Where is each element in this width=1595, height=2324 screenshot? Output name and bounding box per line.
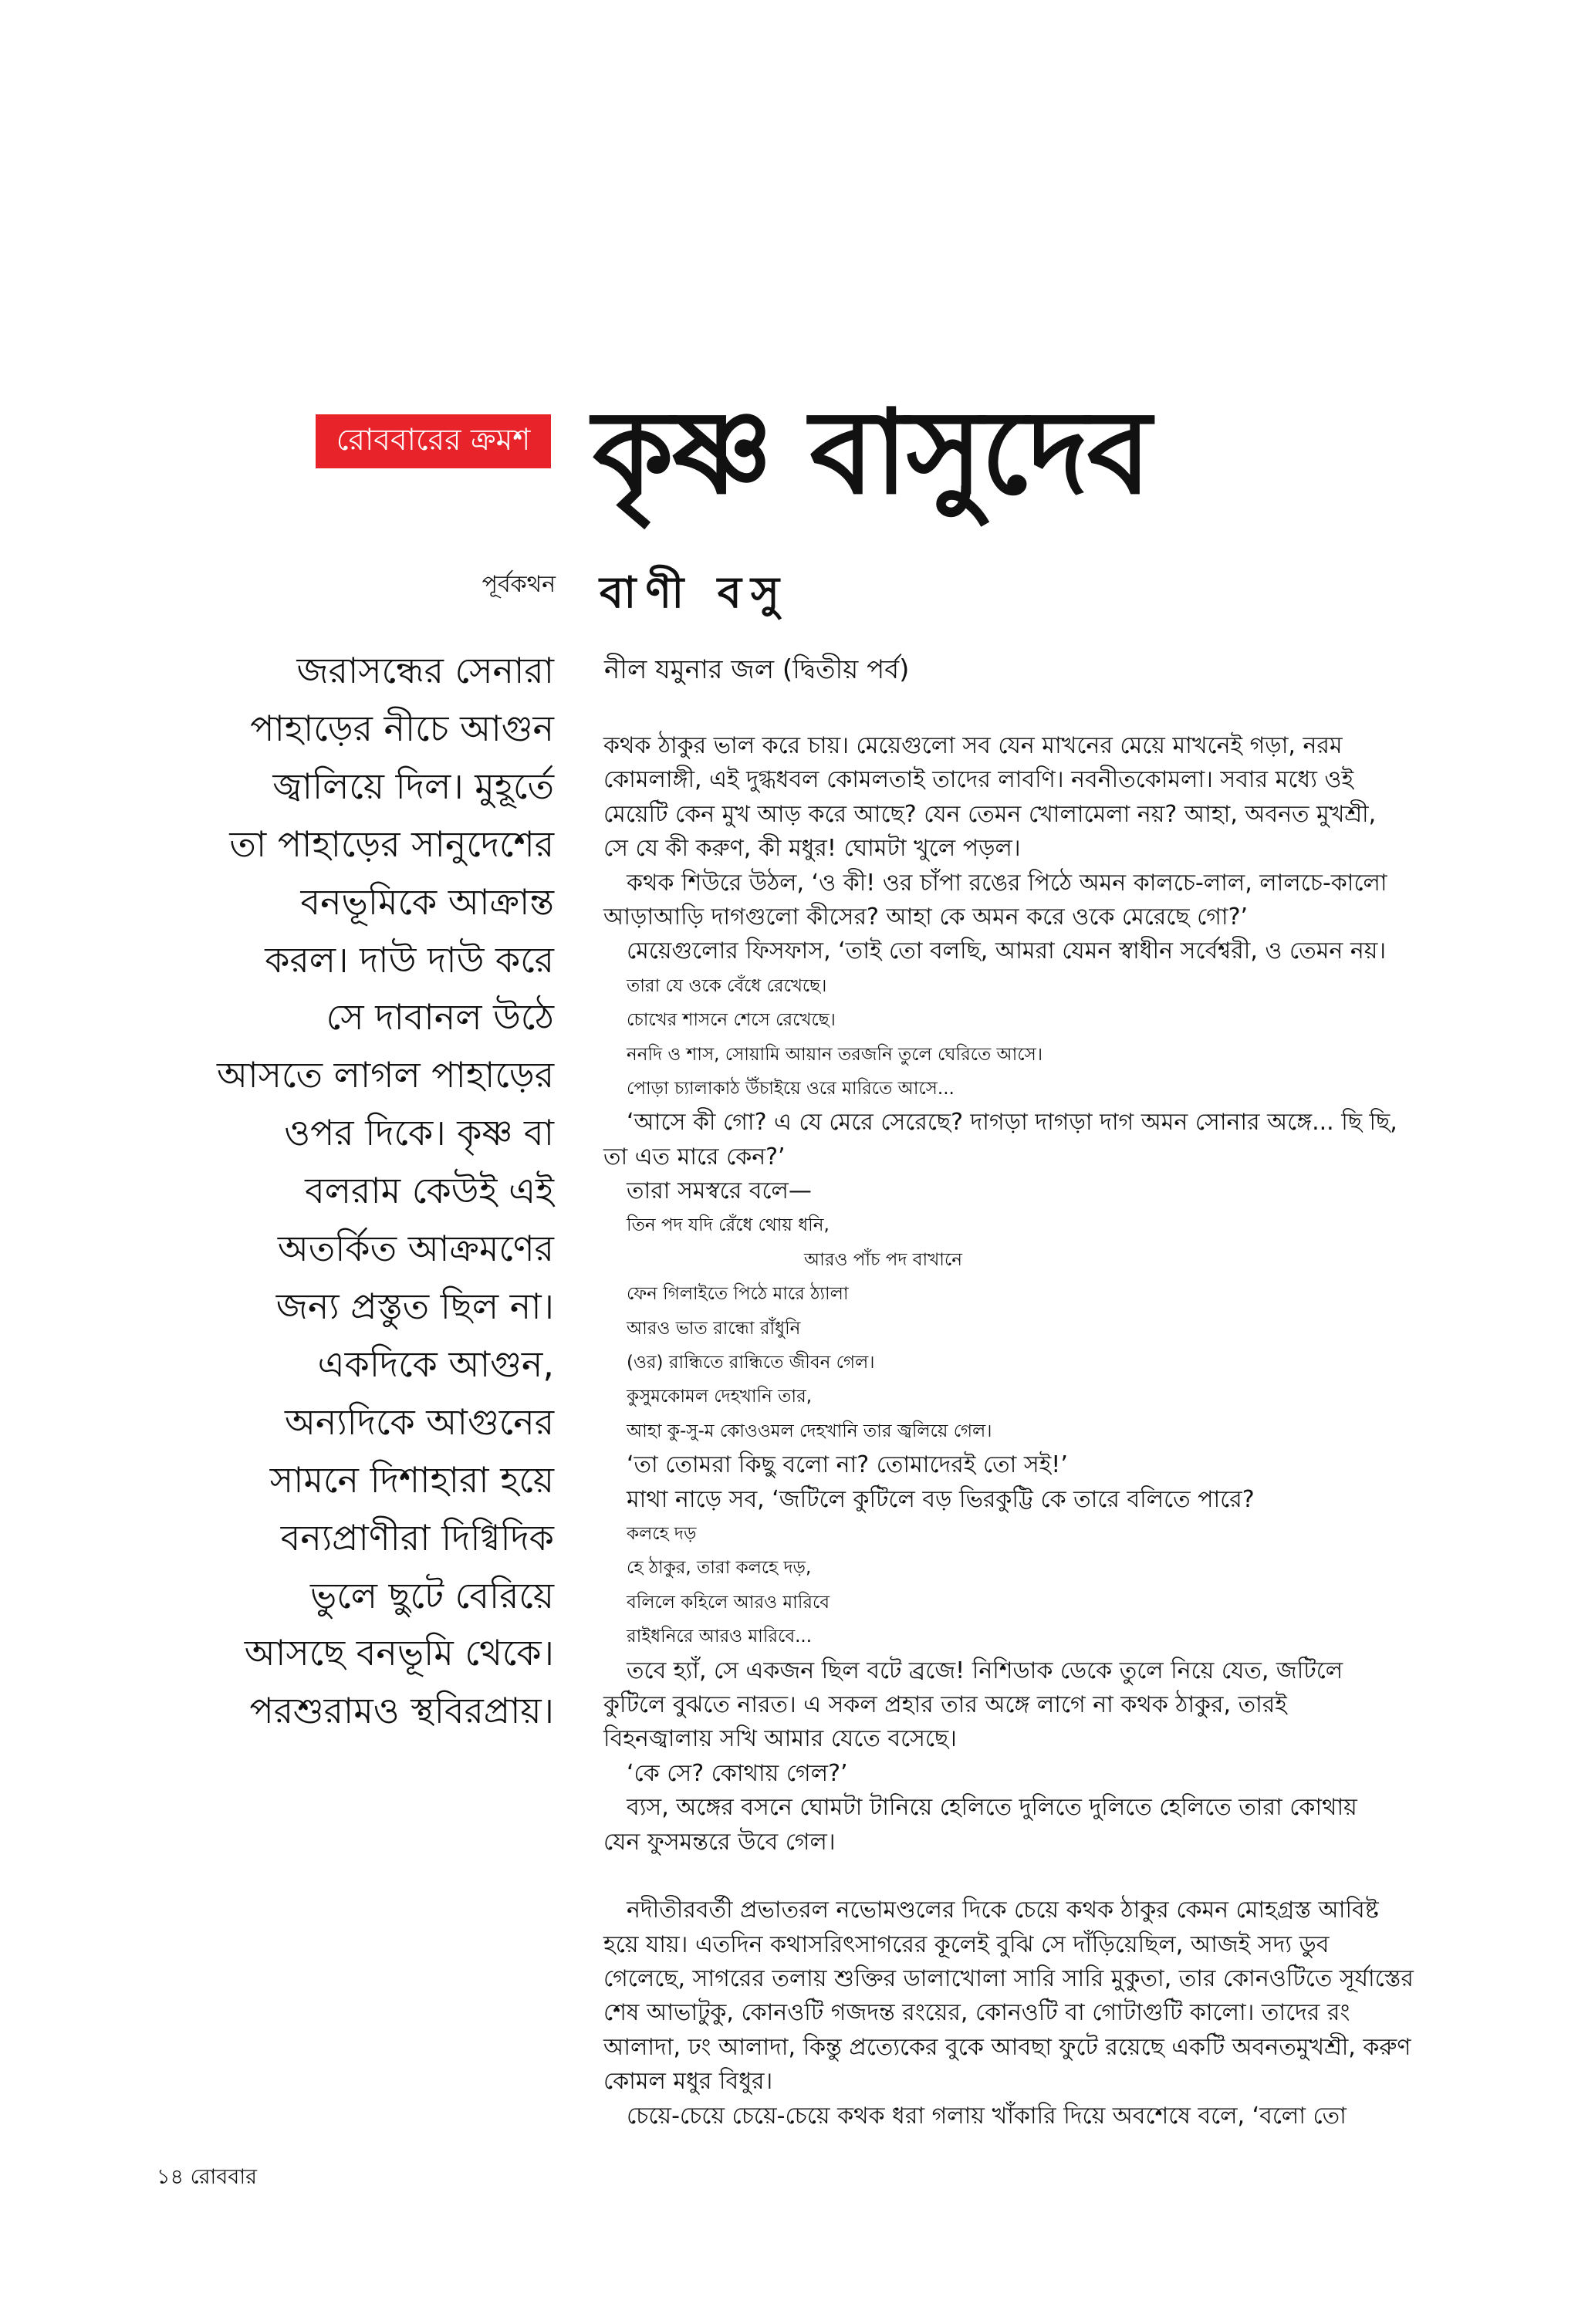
article-line: আড়াআড়ি দাগগুলো কীসের? আহা কে অমন করে ওকে মেরেছে গো?’ <box>603 903 1249 931</box>
recap-line: সে দাবানল উঠে <box>326 996 554 1039</box>
verse-line: বলিলে কহিলে আরও মারিবে <box>627 1592 830 1613</box>
author-byline: বাণী বসু <box>600 568 789 618</box>
article-line: চেয়ে-চেয়ে চেয়ে-চেয়ে কথক ধরা গলায় খাঁকারি দিয়ে অবশেষে বলে, ‘বলো তো <box>627 2102 1347 2130</box>
recap-line: পাহাড়ের নীচে আগুন <box>250 707 554 749</box>
article-line: ‘আসে কী গো? এ যে মেরে সেরেছে? দাগড়া দাগড়া দাগ অমন সোনার অঙ্গে... ছি ছি, <box>627 1109 1397 1137</box>
article-title: কৃষ্ণ বাসুদেব <box>593 386 1151 520</box>
verse-line: আরও পাঁচ পদ বাখানে <box>804 1249 962 1270</box>
article-line: ব্যস, অঙ্গের বসনে ঘোমটা টানিয়ে হেলিতে দুলিতে দুলিতে হেলিতে তারা কোথায় <box>627 1794 1357 1822</box>
article-line: নদীতীরবর্তী প্রভাতরল নভোমণ্ডলের দিকে চেয়ে কথক ঠাকুর কেমন মোহগ্রস্ত আবিষ্ট <box>627 1897 1379 1924</box>
verse-line: ননদি ও শাস, সোয়ামি আয়ান তরজনি তুলে ঘেরিতে আসে। <box>627 1044 1043 1065</box>
verse-line: আহা কু-সু-ম কোওওমল দেহখানি তার জ্বলিয়ে গেল। <box>627 1420 992 1441</box>
article-line: মেয়েগুলোর ফিসফাস, ‘তাই তো বলছি, আমরা যেমন স্বাধীন সর্বেশ্বরী, ও তেমন নয়। <box>627 937 1387 965</box>
article-body <box>603 729 1448 2133</box>
series-tag: রোববারের ক্রমশ <box>316 414 551 468</box>
recap-line: বলরাম কেউই এই <box>305 1170 554 1212</box>
recap-label: পূর্বকথন <box>482 571 556 598</box>
article-line: ‘কে সে? কোথায় গেল?’ <box>627 1759 848 1787</box>
recap-line: পরশুরামও স্থবিরপ্রায়। <box>249 1690 554 1732</box>
article-line: কথক ঠাকুর ভাল করে চায়। মেয়েগুলো সব যেন মাখনের মেয়ে মাখনেই গড়া, নরম <box>603 732 1343 759</box>
recap-line: জরাসন্ধের সেনারা <box>296 650 554 691</box>
verse-line: কুসুমকোমল দেহখানি তার, <box>627 1387 813 1407</box>
verse-line: রাইধনিরে আরও মারিবে... <box>627 1626 813 1647</box>
verse-line: কলহে দড় <box>627 1523 697 1544</box>
article-line: কুটিলে বুঝতে নারত। এ সকল প্রহার তার অঙ্গে লাগে না কথক ঠাকুর, তারই <box>603 1691 1287 1718</box>
verse-line: তিন পদ যদি রেঁধে থোয় ধনি, <box>627 1215 830 1236</box>
article-line: তারা সমস্বরে বলে— <box>627 1177 812 1205</box>
recap-line: বনভূমিকে আক্রান্ত <box>300 880 554 923</box>
article-line: যেন ফুসমন্তরে উবে গেল। <box>603 1828 836 1856</box>
verse-line: ফেন গিলাইতে পিঠে মারে ঠ্যালা <box>627 1284 849 1305</box>
recap-line: আসছে বনভূমি থেকে। <box>244 1632 554 1674</box>
verse-line: আরও ভাত রান্ধো রাঁধুনি <box>627 1318 801 1339</box>
recap-line: সামনে দিশাহারা হয়ে <box>269 1458 554 1501</box>
recap-summary <box>147 642 554 1740</box>
verse-line: চোখের শাসনে শেসে রেখেছে। <box>627 1010 836 1031</box>
verse-line: (ওর) রান্ধিতে রান্ধিতে জীবন গেল। <box>627 1353 875 1373</box>
article-subtitle: নীল যমুনার জল (দ্বিতীয় পর্ব) <box>604 654 910 685</box>
verse-line: পোড়া চ্যালাকাঠ উঁচাইয়ে ওরে মারিতে আসে... <box>627 1078 955 1099</box>
recap-line: অন্যদিকে আগুনের <box>285 1400 554 1443</box>
recap-line: ওপর দিকে। কৃষ্ণ বা <box>284 1112 554 1154</box>
recap-line: তা পাহাড়ের সানুদেশের <box>229 823 554 865</box>
recap-line: বন্যপ্রাণীরা দিগ্বিদিক <box>280 1516 554 1559</box>
article-line: মেয়েটি কেন মুখ আড় করে আছে? যেন তেমন খোলামেলা নয়? আহা, অবনত মুখশ্রী, <box>603 800 1377 828</box>
verse-line: তারা যে ওকে বেঁধে রেখেছে। <box>627 975 827 996</box>
article-line: তবে হ্যাঁ, সে একজন ছিল বটে ব্রজে! নিশিডাক ডেকে তুলে নিয়ে যেত, জটিলে <box>627 1657 1343 1684</box>
article-line: তা এত মারে কেন?’ <box>603 1143 786 1170</box>
article-line: কথক শিউরে উঠল, ‘ও কী! ওর চাঁপা রঙের পিঠে অমন কালচে-লাল, লালচে-কালো <box>627 869 1387 897</box>
recap-line: একদিকে আগুন, <box>317 1343 554 1385</box>
recap-line: জন্য প্রস্তুত ছিল না। <box>275 1285 554 1327</box>
recap-line: জ্বালিয়ে দিল। মুহূর্তে <box>272 765 554 807</box>
article-line: হয়ে যায়। এতদিন কথাসরিৎসাগরের কূলেই বুঝি সে দাঁড়িয়েছিল, আজই সদ্য ডুব <box>603 1930 1330 1958</box>
article-line: সে যে কী করুণ, কী মধুর! ঘোমটা খুলে পড়ল। <box>603 835 1021 863</box>
page-footer: ১৪ রোববার <box>157 2165 257 2189</box>
article-line: গেলেছে, সাগরের তলায় শুক্তির ডালাখোলা সারি সারি মুকুতা, তার কোনওটিতে সূর্যাস্তের <box>603 1965 1414 1993</box>
article-line: কোমল মধুর বিধুর। <box>603 2068 773 2096</box>
recap-line: ভুলে ছুটে বেরিয়ে <box>309 1574 554 1616</box>
article-line: আলাদা, ঢং আলাদা, কিন্তু প্রত্যেকের বুকে আবছা ফুটে রয়েছে একটি অবনতমুখশ্রী, করুণ <box>603 2033 1411 2061</box>
verse-line: হে ঠাকুর, তারা কলহে দড়, <box>627 1558 812 1579</box>
article-line: শেষ আভাটুকু, কোনওটি গজদন্ত রংয়ের, কোনওটি বা গোটাগুটি কালো। তাদের রং <box>603 1999 1350 2027</box>
article-line: বিহনজ্বালায় সখি আমার যেতে বসেছে। <box>603 1725 957 1753</box>
article-line: ‘তা তোমরা কিছু বলো না? তোমাদেরই তো সই!’ <box>627 1451 1068 1479</box>
article-line: কোমলাঙ্গী, এই দুগ্ধধবল কোমলতাই তাদের লাবণি। নবনীতকোমলা। সবার মধ্যে ওই <box>603 766 1354 794</box>
recap-line: করল। দাউ দাউ করে <box>265 938 554 981</box>
paragraph-break <box>603 1860 1448 1893</box>
article-line: মাথা নাড়ে সব, ‘জটিলে কুটিলে বড় ভিরকুট্টি কে তারে বলিতে পারে? <box>627 1485 1255 1513</box>
recap-line: অতর্কিত আক্রমণের <box>277 1228 554 1270</box>
recap-line: আসতে লাগল পাহাড়ের <box>216 1054 554 1096</box>
